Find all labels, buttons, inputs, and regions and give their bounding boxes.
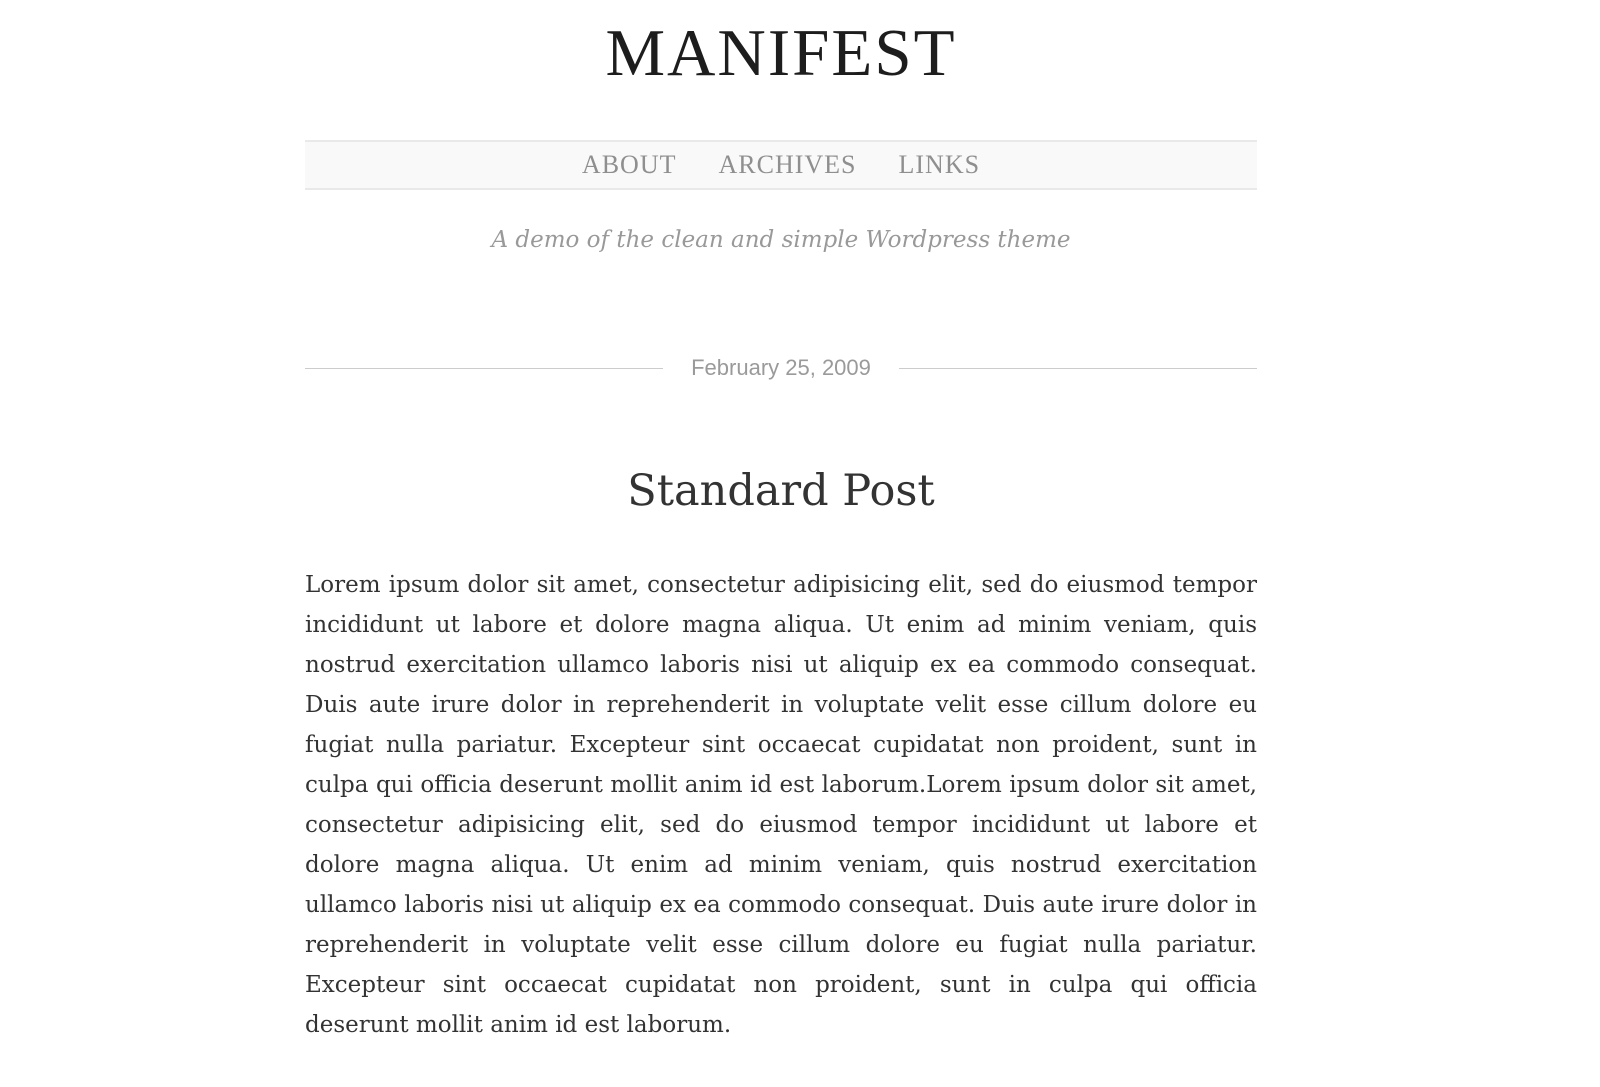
site-header — [305, 0, 1257, 254]
page-container — [305, 0, 1257, 1045]
main-nav — [305, 140, 1257, 190]
nav-item-archives[interactable]: ARCHIVES — [718, 150, 857, 179]
post-date-separator — [305, 355, 1257, 381]
post-body: Lorem ipsum dolor sit amet, consectetur adipisicing elit, sed do eiusmod tempor incididunt ut labore et dolore magna aliqua. Ut enim ad minim veniam, quis nostrud exercitation ullamco laboris nisi ut aliquip ex ea commodo consequat. Duis aute irure dolor in reprehenderit in voluptate velit esse cillum dolore eu fugiat nulla pariatur. Excepteur sint occaecat cupidatat non proident, sunt in culpa qui officia deserunt mollit anim id est laborum.Lorem ipsum dolor sit amet, consectetur adipisicing elit, sed do eiusmod tempor incididunt ut labore et dolore magna aliqua. Ut enim ad minim veniam, quis nostrud exercitation ullamco laboris nisi ut aliquip ex ea commodo consequat. Duis aute irure dolor in reprehenderit in voluptate velit esse cillum dolore eu fugiat nulla pariatur. Excepteur sint occaecat cupidatat non proident, sunt in culpa qui officia deserunt mollit anim id est laborum. — [305, 572, 1257, 1038]
separator-line-right — [899, 368, 1257, 369]
site-tagline: A demo of the clean and simple Wordpress theme — [491, 227, 1071, 253]
nav-item-links[interactable]: LINKS — [898, 150, 981, 179]
post-article — [305, 355, 1257, 1045]
separator-line-left — [305, 368, 663, 369]
site-title[interactable]: MANIFEST — [605, 16, 957, 90]
post-date: February 25, 2009 — [691, 355, 871, 380]
post-title[interactable]: Standard Post — [627, 466, 935, 516]
nav-item-about[interactable]: ABOUT — [581, 150, 677, 179]
